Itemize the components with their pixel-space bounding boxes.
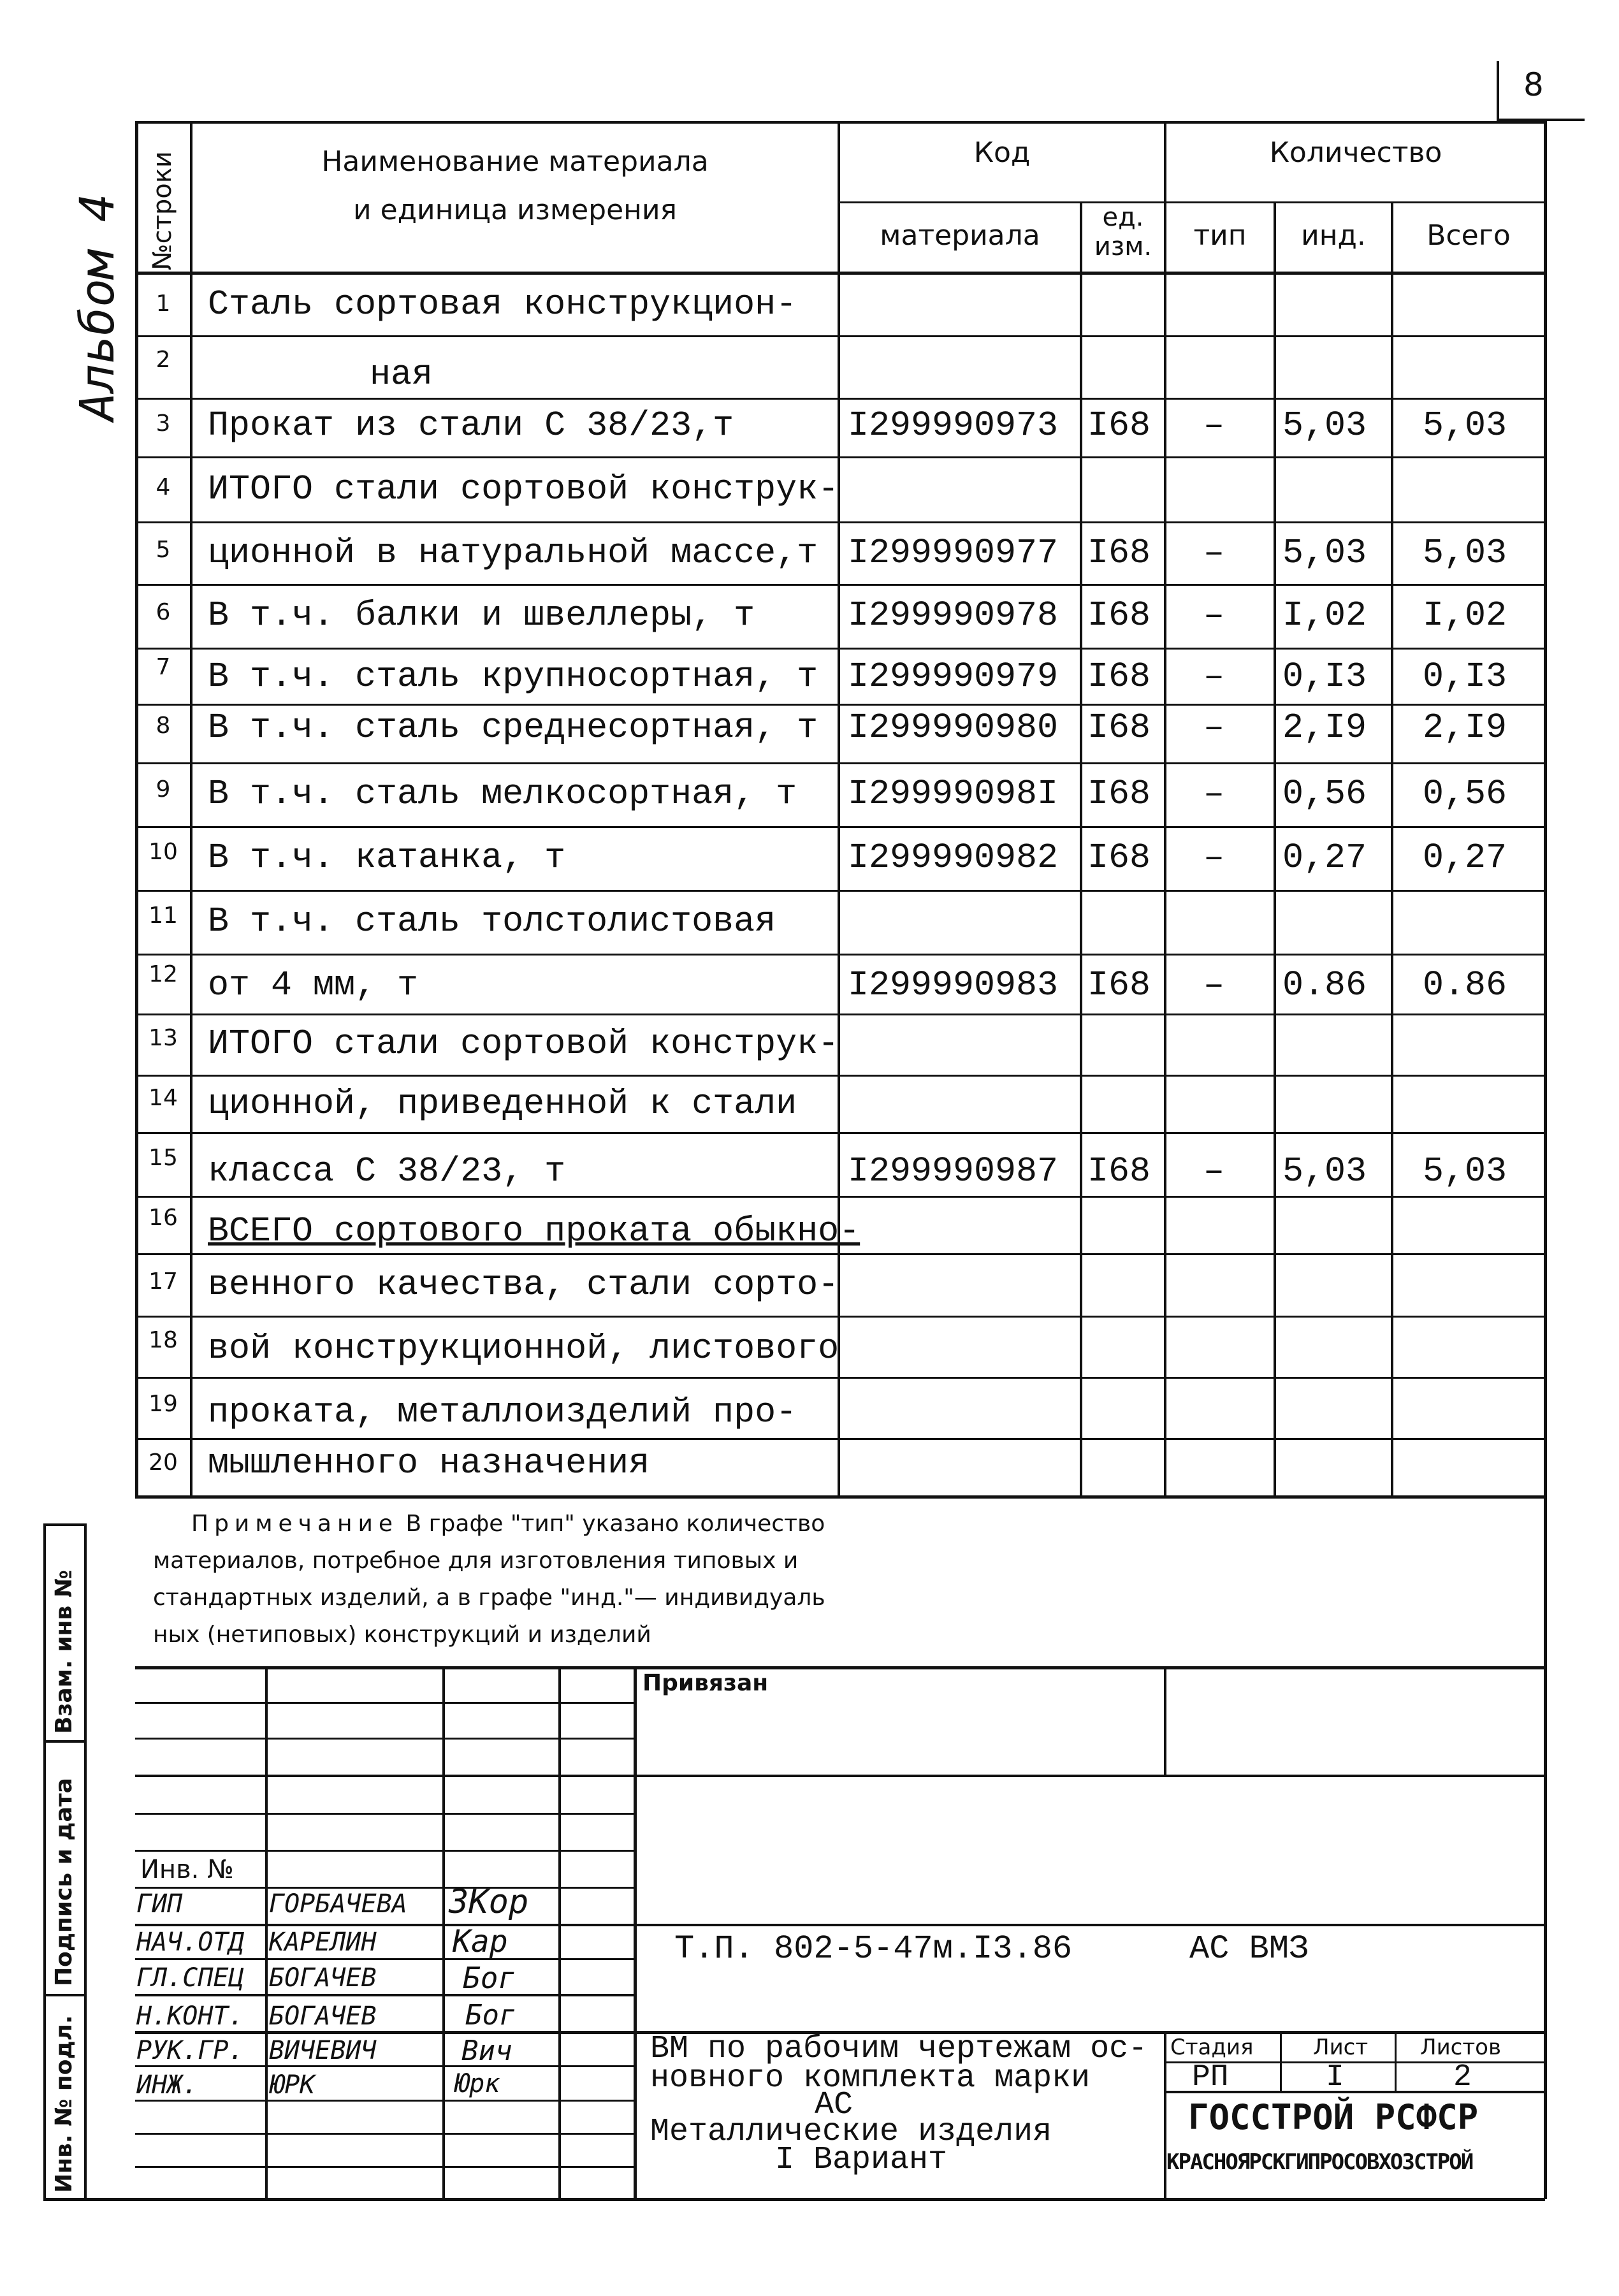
header-row-no: №строки	[148, 151, 177, 270]
header-quantity: Количество	[1269, 136, 1442, 169]
header-name-line2: и единица измерения	[352, 194, 678, 226]
row-name: венного качества, стали сорто-	[208, 1265, 839, 1305]
row-number: 5	[156, 537, 171, 563]
row-number: 18	[149, 1327, 178, 1353]
row-total: 0,27	[1423, 838, 1507, 878]
row-name: проката, металлоизделий про-	[208, 1392, 797, 1432]
row-unit: I68	[1087, 1151, 1151, 1191]
person-role: ИНЖ.	[136, 2070, 198, 2100]
row-number: 9	[156, 776, 171, 803]
row-code: I299990980	[848, 708, 1059, 748]
row-number: 6	[156, 599, 171, 625]
row-name: В т.ч. балки и швеллеры, т	[208, 595, 755, 636]
note-line3: стандартных изделий, а в графе "инд."— индивидуаль	[153, 1585, 825, 1611]
row-number: 4	[156, 474, 171, 500]
row-name: ВСЕГО сортового проката обыкно-	[208, 1211, 860, 1251]
privyazan-label: Привязан	[643, 1670, 769, 1696]
person-name: ГОРБАЧЕВА	[269, 1889, 407, 1919]
row-name: Прокат из стали С 38/23,т	[208, 405, 734, 446]
row-number: 8	[156, 713, 171, 739]
row-number: 7	[156, 654, 171, 680]
doc-title-line4: Металлические изделия	[650, 2114, 1052, 2150]
doc-title-line5: I Вариант	[775, 2142, 948, 2178]
person-signature: Вич	[461, 2035, 512, 2067]
row-ind: 0.86	[1282, 965, 1367, 1005]
row-ind: 5,03	[1282, 405, 1367, 446]
header-qty-ind: инд.	[1301, 219, 1366, 252]
org-subname: КРАСНОЯРСКГИПРОСОВХОЗСТРОЙ	[1166, 2149, 1473, 2175]
person-signature: Бог	[463, 1961, 516, 1995]
sheet-label: Лист	[1313, 2035, 1369, 2060]
person-role: НАЧ.ОТД	[136, 1928, 244, 1957]
row-ind: 5,03	[1282, 533, 1367, 573]
row-total: 5,03	[1423, 1151, 1507, 1191]
row-name: В т.ч. сталь крупносортная, т	[208, 657, 818, 697]
row-name: В т.ч. сталь толстолистовая	[208, 901, 776, 941]
row-type: –	[1203, 774, 1225, 814]
person-role: Н.КОНТ.	[136, 2002, 244, 2031]
note-line2: материалов, потребное для изготовления типовых и	[153, 1548, 799, 1574]
row-name: Сталь сортовая конструкцион-	[208, 284, 797, 324]
person-role: РУК.ГР.	[136, 2036, 244, 2065]
row-number: 11	[149, 903, 178, 929]
inv-no-label: Инв. №	[140, 1855, 234, 1884]
row-ind: 0,I3	[1282, 657, 1367, 697]
row-unit: I68	[1087, 965, 1151, 1005]
row-type: –	[1203, 838, 1225, 878]
row-unit: I68	[1087, 405, 1151, 446]
row-type: –	[1203, 533, 1225, 573]
row-name: В т.ч. катанка, т	[208, 838, 566, 878]
row-unit: I68	[1087, 838, 1151, 878]
stamp-podpis: Подпись и дата	[51, 1778, 77, 1986]
row-code: I299990982	[848, 838, 1059, 878]
row-number: 14	[149, 1085, 178, 1111]
row-code: I299990983	[848, 965, 1059, 1005]
row-number: 20	[149, 1450, 178, 1476]
stamp-vzam: Взам. инв №	[51, 1569, 77, 1734]
doc-mark: АС ВМЗ	[1189, 1930, 1309, 1968]
row-number: 13	[149, 1025, 178, 1051]
row-ind: 0,56	[1282, 774, 1367, 814]
row-total: 2,I9	[1423, 708, 1507, 748]
row-number: 3	[156, 411, 171, 437]
row-ind: 5,03	[1282, 1151, 1367, 1191]
header-qty-type: тип	[1193, 219, 1247, 252]
album-label: Альбом 4	[70, 193, 125, 421]
note-line1	[191, 1511, 825, 1537]
row-code: I299990979	[848, 657, 1059, 697]
stage-value: РП	[1192, 2060, 1229, 2095]
row-name: от 4 мм, т	[208, 965, 419, 1005]
person-role: ГИП	[136, 1889, 183, 1919]
row-number: 19	[149, 1391, 178, 1417]
row-ind: 0,27	[1282, 838, 1367, 878]
row-type: –	[1203, 405, 1225, 446]
row-type: –	[1203, 657, 1225, 697]
header-qty-total: Всего	[1427, 219, 1511, 252]
row-name: ИТОГО стали сортовой конструк-	[208, 1024, 839, 1064]
row-number: 17	[149, 1268, 178, 1295]
header-code: Код	[973, 136, 1031, 169]
doc-code: Т.П. 802-5-47м.I3.86	[674, 1930, 1073, 1968]
row-total: 0.86	[1423, 965, 1507, 1005]
row-unit: I68	[1087, 595, 1151, 636]
row-number: 1	[156, 291, 171, 317]
header-name-line1: Наименование материала	[321, 145, 709, 178]
row-total: 0,56	[1423, 774, 1507, 814]
stage-label: Стадия	[1170, 2035, 1254, 2060]
header-code-material: материала	[880, 219, 1040, 252]
row-ind: I,02	[1282, 595, 1367, 636]
row-ind: 2,I9	[1282, 708, 1367, 748]
row-unit: I68	[1087, 533, 1151, 573]
header-code-unit: ед. изм.	[1094, 203, 1152, 261]
person-signature: Кар	[453, 1924, 508, 1959]
row-number: 15	[149, 1145, 178, 1171]
person-signature: Юрк	[454, 2069, 500, 2098]
person-role: ГЛ.СПЕЦ	[136, 1963, 244, 1993]
row-total: I,02	[1423, 595, 1507, 636]
row-unit: I68	[1087, 774, 1151, 814]
row-number: 2	[156, 347, 171, 373]
row-name: вой конструкционной, листового	[208, 1328, 839, 1369]
sheets-label: Листов	[1420, 2035, 1502, 2060]
person-name: БОГАЧЕВ	[269, 1963, 377, 1993]
row-unit: I68	[1087, 657, 1151, 697]
row-unit: I68	[1087, 708, 1151, 748]
row-name: В т.ч. сталь среднесортная, т	[208, 708, 818, 748]
row-code: I299990978	[848, 595, 1059, 636]
row-code: I29999098I	[848, 774, 1059, 814]
row-type: –	[1203, 965, 1225, 1005]
row-number: 10	[149, 839, 178, 865]
row-code: I299990977	[848, 533, 1059, 573]
person-name: БОГАЧЕВ	[269, 2002, 377, 2031]
row-code: I299990987	[848, 1151, 1059, 1191]
row-name: В т.ч. сталь мелкосортная, т	[208, 774, 797, 814]
person-name: КАРЕЛИН	[269, 1928, 377, 1957]
row-total: 0,I3	[1423, 657, 1507, 697]
row-name: ционной, приведенной к стали	[208, 1084, 797, 1124]
person-signature: ЗКор	[449, 1883, 529, 1921]
stamp-inv-podl: Инв. № подл.	[51, 2015, 77, 2193]
row-name: ИТОГО стали сортовой конструк-	[208, 469, 839, 509]
person-name: ВИЧЕВИЧ	[269, 2036, 377, 2065]
doc-title-line3: АС	[815, 2087, 853, 2123]
row-name: ная	[370, 354, 433, 395]
row-number: 12	[149, 961, 178, 987]
row-type: –	[1203, 1151, 1225, 1191]
person-signature: Бог	[465, 1999, 516, 2031]
row-total: 5,03	[1423, 405, 1507, 446]
note-line1-text: В графе "тип" указано количество	[405, 1511, 825, 1537]
row-name: класса С 38/23, т	[208, 1151, 566, 1191]
sheets-value: 2	[1453, 2060, 1472, 2095]
row-type: –	[1203, 708, 1225, 748]
row-number: 16	[149, 1205, 178, 1231]
row-type: –	[1203, 595, 1225, 636]
person-name: ЮРК	[269, 2070, 316, 2100]
doc-title-line2: новного комплекта марки	[650, 2060, 1091, 2096]
note-line4: ных (нетиповых) конструкций и изделий	[153, 1622, 651, 1648]
sheet-value: I	[1326, 2060, 1344, 2095]
org-name: ГОССТРОЙ РСФСР	[1188, 2097, 1479, 2137]
note-label: Примечание	[191, 1511, 399, 1537]
page-number: 8	[1523, 66, 1544, 103]
doc-title-line1: ВМ по рабочим чертежам ос-	[650, 2031, 1148, 2067]
row-name: ционной в натуральной массе,т	[208, 533, 818, 573]
row-code: I299990973	[848, 405, 1059, 446]
row-name: мышленного назначения	[208, 1443, 650, 1483]
row-total: 5,03	[1423, 533, 1507, 573]
